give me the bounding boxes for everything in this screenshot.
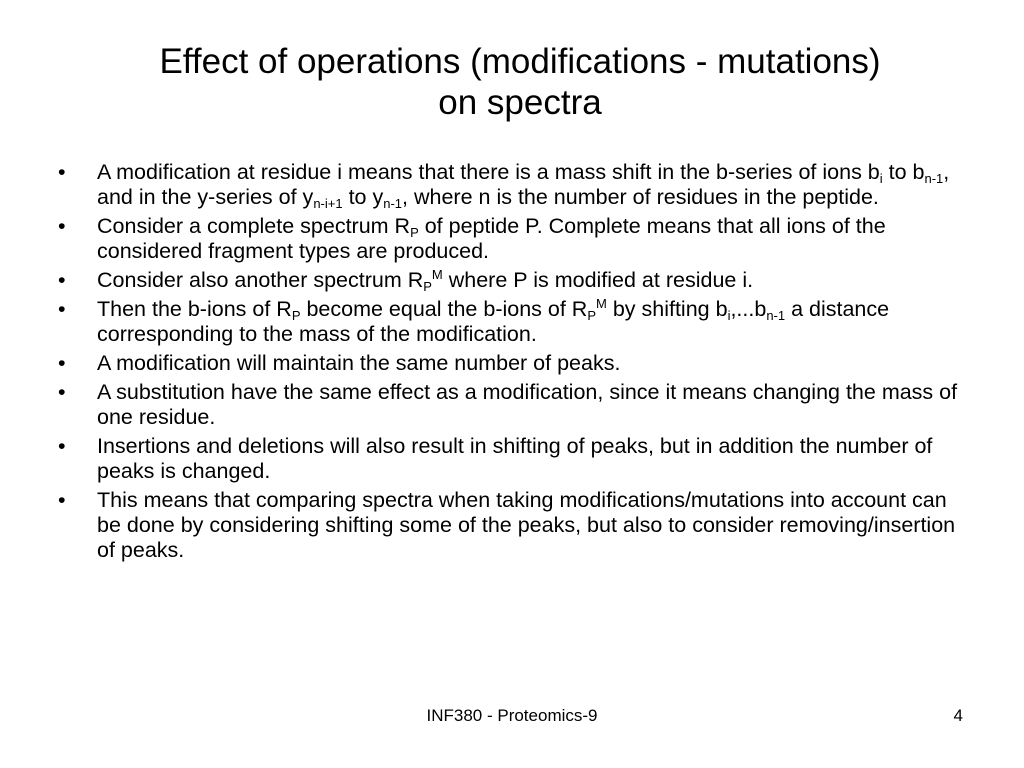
bullet-point-icon: •	[58, 268, 66, 292]
bullet-item	[58, 488, 958, 563]
bullet-item	[58, 434, 958, 484]
slide-title	[80, 41, 960, 123]
bullet-text-run: A substitution have the same effect as a modification, since it means changing the mass of one residue.	[97, 380, 958, 429]
bullet-point-icon: •	[58, 160, 66, 184]
bullet-item	[58, 380, 958, 430]
bullet-text-run: , and in the y-series of y	[97, 160, 950, 209]
bullet-text-run: where P is modified at residue i.	[442, 268, 754, 292]
bullet-point-icon: •	[58, 297, 66, 321]
subscript: n-i+1	[313, 196, 343, 211]
bullet-text-run: This means that comparing spectra when taking modifications/mutations into account can be done by considering shifting some of the peaks, but also to consider removing/insertion of peaks.	[97, 488, 956, 562]
bullet-text-run: to b	[882, 160, 925, 184]
page-number: 4	[953, 706, 963, 725]
subscript: n-1	[383, 196, 403, 211]
bullet-item	[58, 160, 958, 210]
subscript: i	[727, 308, 731, 323]
subscript: i	[879, 171, 883, 186]
bullet-text-run: A modification at residue i means that there is a mass shift in the b-series of ions b	[97, 160, 880, 184]
bullet-text	[97, 351, 620, 375]
bullet-text	[97, 434, 932, 483]
bullet-text	[97, 268, 753, 292]
superscript: M	[596, 296, 607, 311]
bullet-point-icon: •	[58, 214, 66, 238]
bullet-text	[97, 214, 886, 263]
bullet-text-run: to y	[342, 185, 384, 209]
bullet-text-run: A modification will maintain the same number of peaks.	[97, 351, 621, 375]
bullet-point-icon: •	[58, 380, 66, 404]
subscript: n-1	[924, 171, 944, 186]
superscript: M	[431, 267, 443, 282]
bullet-text	[97, 488, 955, 562]
bullet-text-run: Then the b-ions of R	[97, 297, 292, 321]
bullet-item	[58, 297, 958, 347]
bullet-text	[97, 380, 957, 429]
title-line-1: Effect of operations (modifications - mutations)	[159, 42, 881, 82]
subscript: P	[410, 225, 419, 240]
bullet-text-run: ,...b	[730, 297, 767, 321]
bullet-point-icon: •	[58, 434, 66, 458]
bullet-text-run: , where n is the number of residues in the peptide.	[402, 185, 879, 209]
bullet-text-run: a distance corresponding to the mass of the modification.	[97, 297, 890, 346]
subscript: n-1	[766, 308, 786, 323]
bullet-text	[97, 160, 949, 209]
bullet-point-icon: •	[58, 488, 66, 512]
title-line-2: on spectra	[438, 83, 602, 123]
subscript: P	[291, 308, 301, 323]
bullet-point-icon: •	[58, 351, 66, 375]
bullet-item	[58, 214, 958, 264]
bullet-item	[58, 351, 958, 376]
subscript: P	[587, 308, 596, 323]
subscript: P	[423, 279, 432, 294]
bullet-text-run: Insertions and deletions will also result in shifting of peaks, but in addition the number of peaks is changed.	[97, 434, 933, 483]
bullet-list	[58, 160, 958, 567]
bullet-item	[58, 268, 958, 293]
bullet-text-run: become equal the b-ions of R	[300, 297, 588, 321]
bullet-text-run: by shifting b	[606, 297, 728, 321]
footer-course-label: INF380 - Proteomics-9	[426, 706, 598, 725]
bullet-text-run: of peptide P. Complete means that all ions of the considered fragment types are produced.	[97, 214, 886, 263]
bullet-text-run: Consider also another spectrum R	[97, 268, 424, 292]
bullet-text	[97, 297, 889, 346]
bullet-text-run: Consider a complete spectrum R	[97, 214, 411, 238]
